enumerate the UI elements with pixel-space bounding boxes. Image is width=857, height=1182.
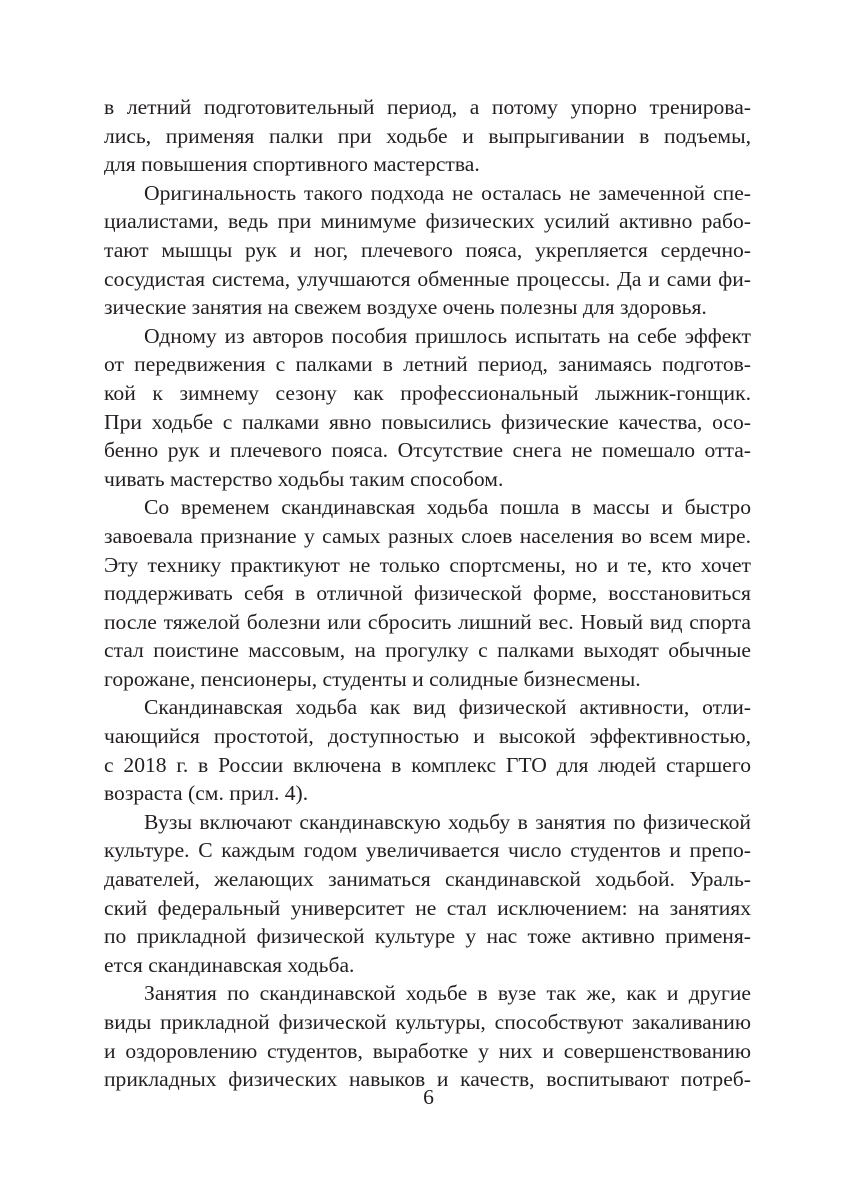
text-line: по прикладной физической культуре у нас тоже активно применя- <box>104 924 751 949</box>
paragraph <box>104 93 751 179</box>
text-line: зические занятия на свежем воздухе очень полезны для здоровья. <box>104 295 707 320</box>
text-line: Вузы включают скандинавскую ходьбу в занятия по физической <box>144 809 751 834</box>
text-line: Со временем скандинавская ходьба пошла в массы и быстро <box>144 495 751 520</box>
text-line: горожане, пенсионеры, студенты и солидные бизнесмены. <box>104 666 641 691</box>
page-body <box>104 93 751 1094</box>
text-line: Занятия по скандинавской ходьбе в вузе так же, как и другие <box>144 981 751 1006</box>
text-line: ется скандинавская ходьба. <box>104 952 355 977</box>
text-line: сосудистая система, улучшаются обменные процессы. Да и сами фи- <box>104 266 751 291</box>
text-line: кой к зимнему сезону как профессиональный лыжник-гонщик. <box>104 380 751 405</box>
text-line: для повышения спортивного мастерства. <box>104 152 480 177</box>
text-line: Одному из авторов пособия пришлось испытать на себе эффект <box>144 323 751 348</box>
paragraph <box>104 979 751 1093</box>
text-line: Эту технику практикуют не только спортсмены, но и те, кто хочет <box>104 552 751 577</box>
text-line: давателей, желающих заниматься скандинавской ходьбой. Ураль- <box>104 867 751 892</box>
paragraph <box>104 693 751 807</box>
text-line: культуре. С каждым годом увеличивается число студентов и препо- <box>104 838 751 863</box>
paragraph <box>104 179 751 322</box>
text-line: и оздоровлению студентов, выработке у них и совершенствованию <box>104 1038 751 1063</box>
text-line: бенно рук и плечевого пояса. Отсутствие снега не помешало отта- <box>104 438 751 463</box>
text-line: от передвижения с палками в летний период, занимаясь подготов- <box>104 352 751 377</box>
text-line: поддерживать себя в отличной физической форме, восстановиться <box>104 581 751 606</box>
text-line: циалистами, ведь при минимуме физических усилий активно рабо- <box>104 209 751 234</box>
text-line: лись, применяя палки при ходьбе и выпрыгивании в подъемы, <box>104 123 751 148</box>
text-line: в летний подготовительный период, а потому упорно тренирова- <box>104 95 751 119</box>
text-line: завоевала признание у самых разных слоев населения во всем мире. <box>104 523 751 548</box>
text-line: Оригинальность такого подхода не осталась не замеченной спе- <box>144 180 751 205</box>
paragraph <box>104 808 751 980</box>
text-line: При ходьбе с палками явно повысились физические качества, осо- <box>104 409 751 434</box>
text-line: прикладных физических навыков и качеств, воспитывают потреб- <box>104 1067 751 1092</box>
text-line: Скандинавская ходьба как вид физической активности, отли- <box>144 695 751 720</box>
text-line: с 2018 г. в России включена в комплекс ГТО для людей старшего <box>104 752 751 777</box>
text-line: возраста (см. прил. 4). <box>104 781 309 806</box>
text-line: ский федеральный университет не стал исключением: на занятиях <box>104 895 751 920</box>
text-line: чающийся простотой, доступностью и высокой эффективностью, <box>104 724 751 749</box>
page-number: 6 <box>423 1085 434 1109</box>
text-line: тают мышцы рук и ног, плечевого пояса, укрепляется сердечно- <box>104 237 751 262</box>
text-line: стал поистине массовым, на прогулку с палками выходят обычные <box>104 638 751 663</box>
text-line: чивать мастерство ходьбы таким способом. <box>104 466 504 491</box>
paragraph <box>104 322 751 494</box>
text-line: после тяжелой болезни или сбросить лишний вес. Новый вид спорта <box>104 609 751 634</box>
paragraph <box>104 493 751 693</box>
text-line: виды прикладной физической культуры, способствуют закаливанию <box>104 1010 751 1034</box>
